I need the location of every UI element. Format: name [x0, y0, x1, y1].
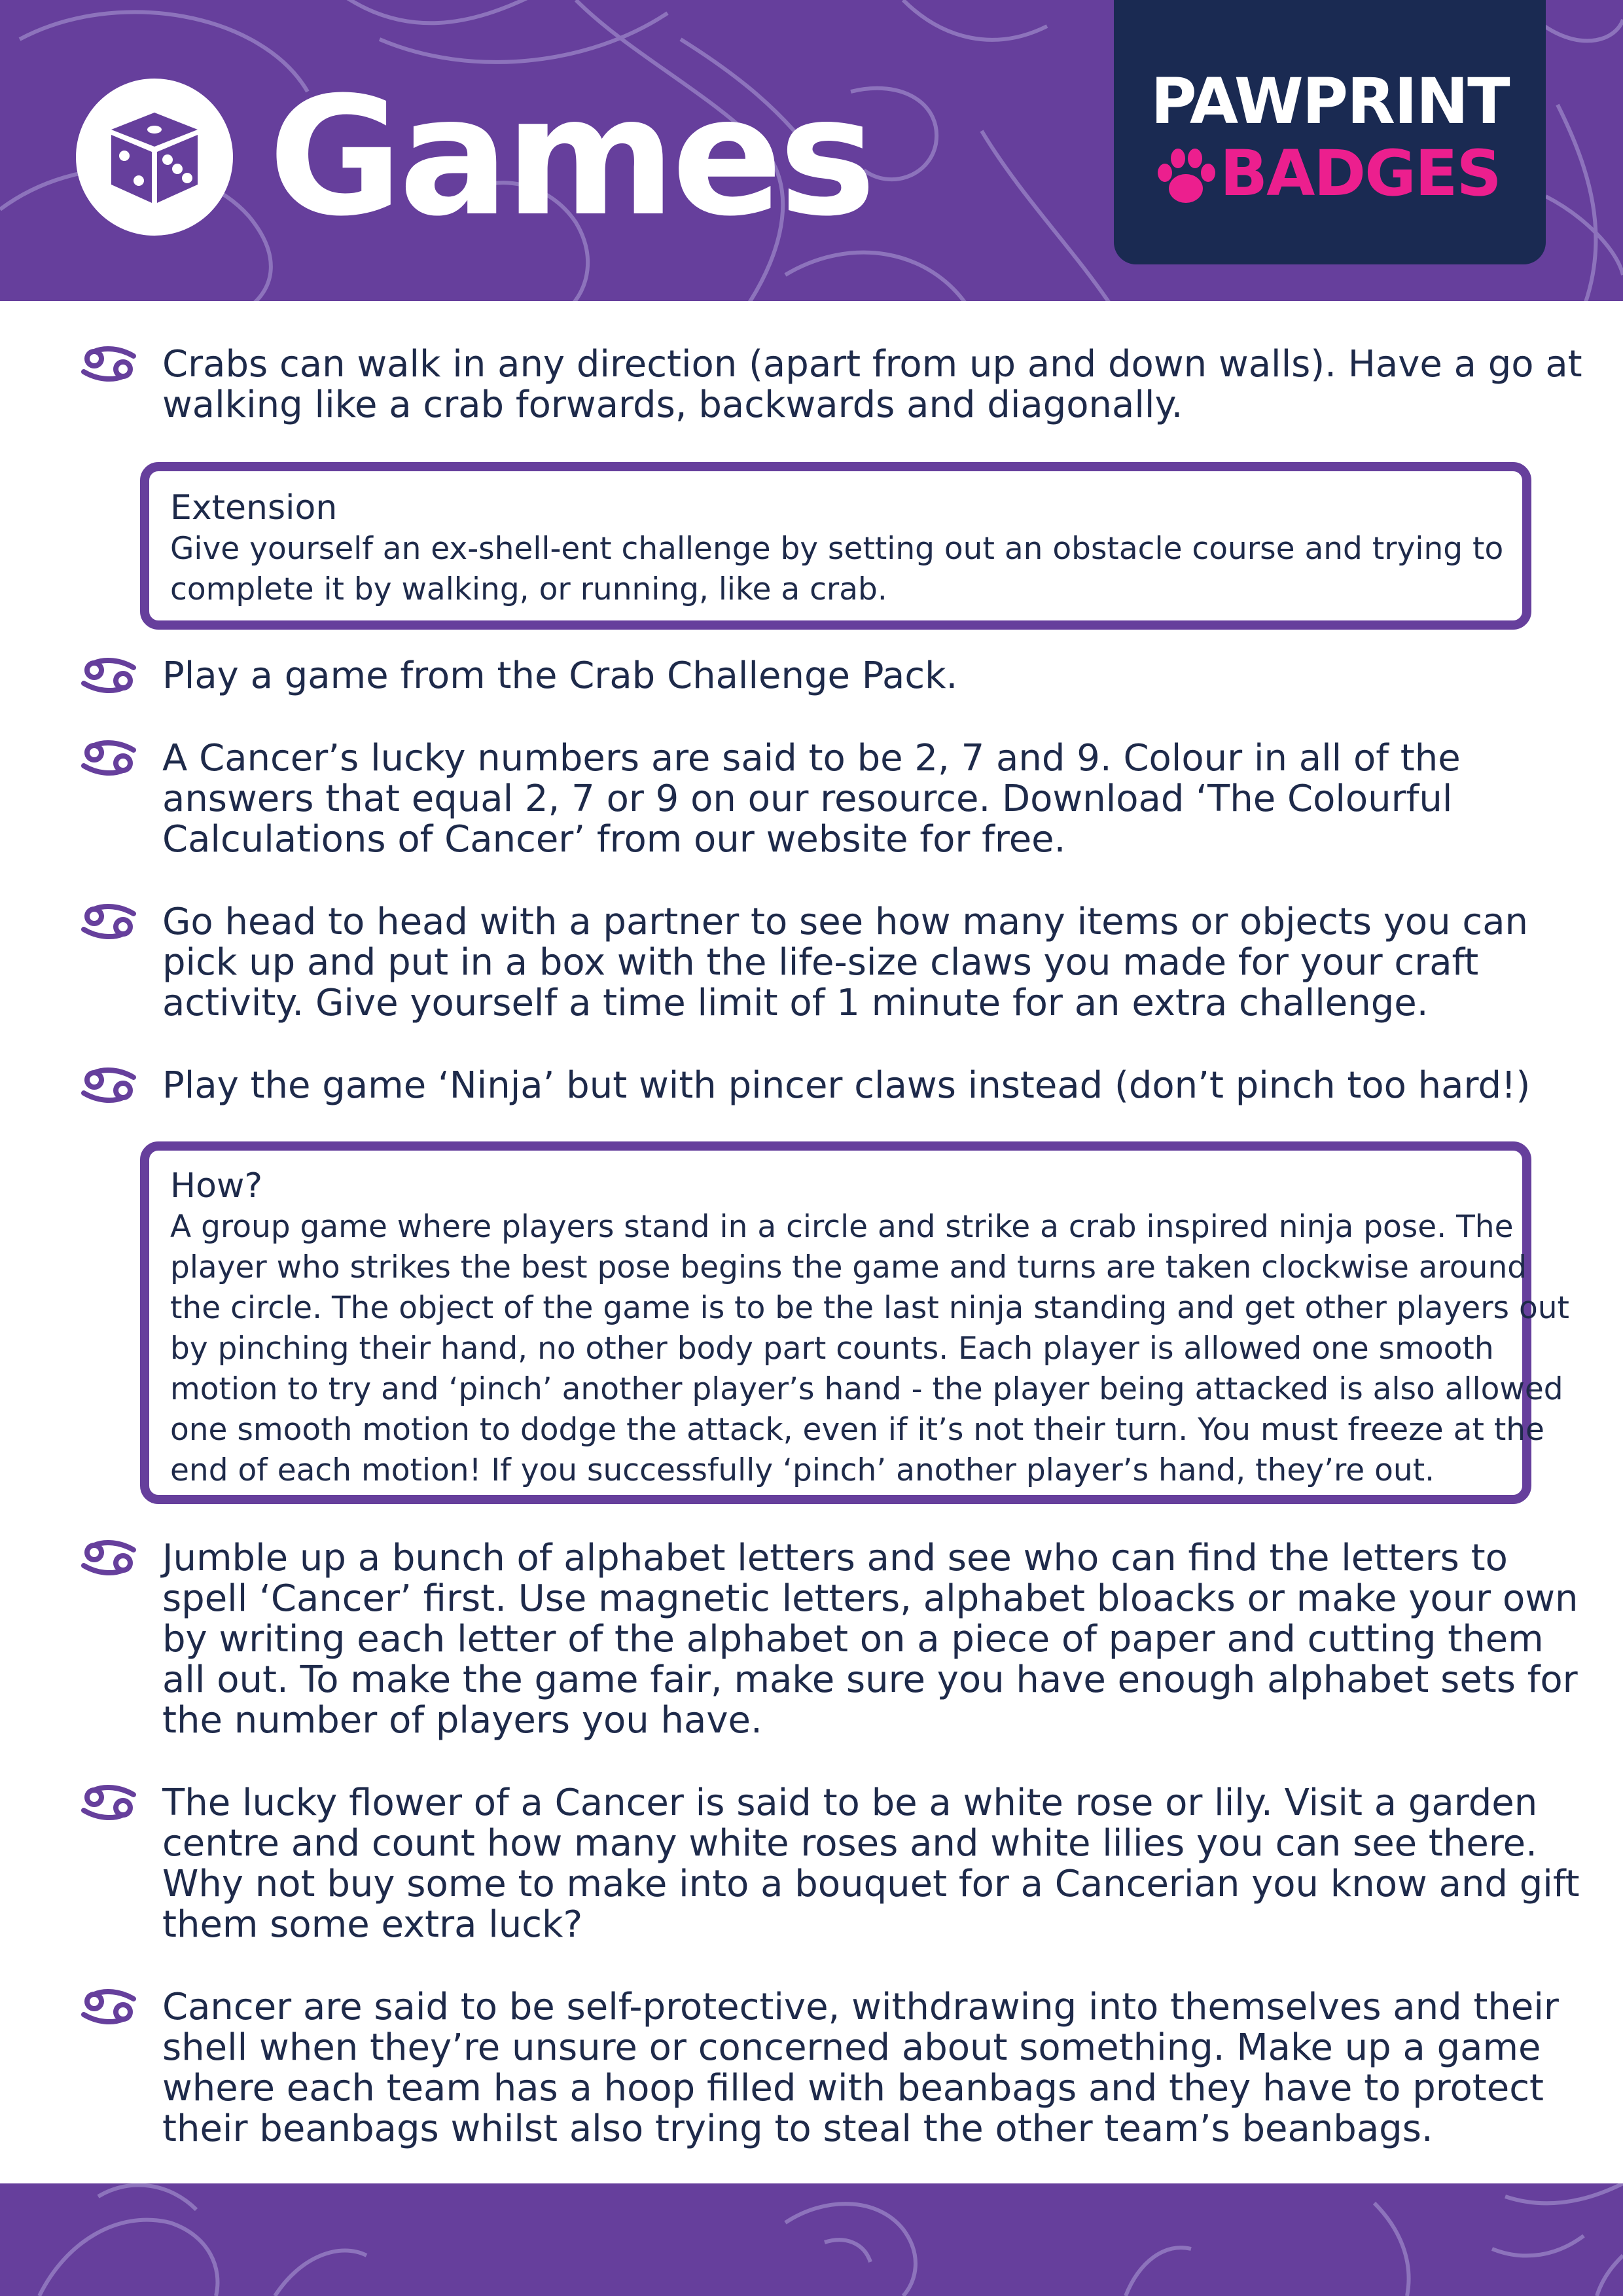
dice-icon: [76, 79, 233, 236]
list-item-text: Crabs can walk in any direction (apart from up and down walls). Have a go at walking like a crab forwards, backwards and diagonally.: [162, 343, 1582, 426]
footer-banner: [0, 2183, 1623, 2296]
logo-wordmark-top: PAWPRINT: [1150, 65, 1509, 138]
cancer-zodiac-icon: [79, 656, 139, 695]
list-item-text: Go head to head with a partner to see how many items or objects you can pick up and put in a box with the life-size claws you made for your craft activity. Give yourself a time limit of 1 minute for an extra challenge.: [162, 901, 1529, 1024]
cancer-zodiac-icon: [79, 344, 139, 384]
crab-outline-decoration: [0, 2183, 1623, 2296]
cancer-zodiac-icon: [79, 1066, 139, 1105]
box-text: A group game where players stand in a circle and strike a crab inspired ninja pose. The player who strikes the best pose begins the game and turns are taken clockwise around the circle. The object of the game is to be the last ninja standing and get other players out by pinching their hand, no other body part counts. Each player is allowed one smooth motion to try and ‘pinch’ another player’s hand - the player being attacked is also allowed one smooth motion to dodge the attack, even if it’s not their turn. You must freeze at the end of each motion! If you successfully ‘pinch’ another player’s hand, they’re out.: [170, 1209, 1569, 1488]
extension-box: [140, 462, 1531, 630]
how-to-play-box: [140, 1141, 1569, 1504]
paw-icon: [1153, 145, 1219, 211]
cancer-zodiac-icon: [79, 1987, 139, 2026]
box-heading: How?: [170, 1166, 263, 1206]
dice-badge: [76, 79, 233, 236]
page-title: Games: [268, 62, 872, 252]
list-item-text: The lucky flower of a Cancer is said to be a white rose or lily. Visit a garden centre and count how many white roses and white lilies you can see there. Why not buy some to make into a bouquet for a Cancerian you know and gift them some extra luck?: [162, 1782, 1580, 1946]
box-heading: Extension: [170, 488, 338, 528]
list-item-text: Jumble up a bunch of alphabet letters and see who can find the letters to spell ‘Cancer’ first. Use magnetic letters, alphabet bloacks or make your own by writing each letter of the alphabet on a piece of paper and cutting them all out. To make the game fair, make sure you have enough alphabet sets for the number of players you have.: [162, 1537, 1578, 1742]
box-text: Give yourself an ex-shell-ent challenge by setting out an obstacle course and trying to complete it by walking, or running, like a crab.: [170, 531, 1504, 607]
list-item-text: Play a game from the Crab Challenge Pack.: [162, 655, 958, 697]
header-banner: [0, 0, 1623, 301]
list-item-text: Cancer are said to be self-protective, withdrawing into themselves and their shell when they’re unsure or concerned about something. Make up a game where each team has a hoop filled with beanbags and they have to protect their beanbags whilst also trying to steal the other team’s beanbags.: [162, 1986, 1559, 2150]
cancer-zodiac-icon: [79, 1783, 139, 1822]
pawprint-badges-logo: [1114, 0, 1546, 264]
list-item-text: A Cancer’s lucky numbers are said to be 2, 7 and 9. Colour in all of the answers that equal 2, 7 or 9 on our resource. Download ‘The Colourful Calculations of Cancer’ from our website for free.: [162, 737, 1461, 861]
cancer-zodiac-icon: [79, 1538, 139, 1577]
cancer-zodiac-icon: [79, 902, 139, 941]
logo-wordmark-bottom: BADGES: [1220, 137, 1501, 210]
list-item-text: Play the game ‘Ninja’ but with pincer claws instead (don’t pinch too hard!): [162, 1064, 1531, 1107]
cancer-zodiac-icon: [79, 738, 139, 778]
